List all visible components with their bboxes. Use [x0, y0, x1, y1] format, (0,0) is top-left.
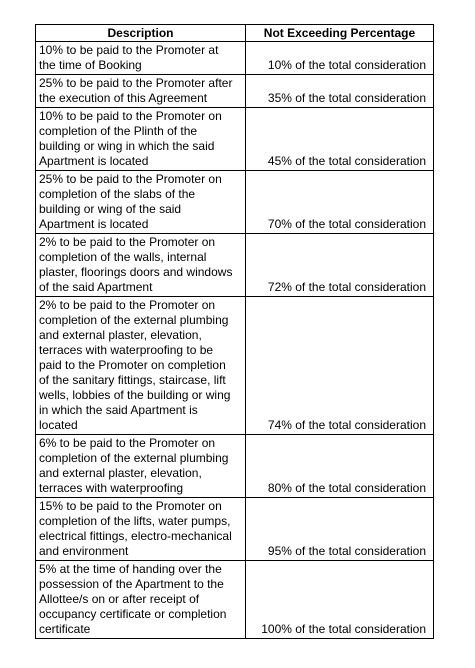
- percentage-cell: 10% of the total consideration: [246, 42, 434, 75]
- table-row: [36, 234, 434, 297]
- payment-schedule-table: [35, 24, 434, 639]
- description-cell: 2% to be paid to the Promoter on completion of the walls, internal plaster, floorings doors and windows of the said Apartment: [36, 234, 246, 297]
- description-cell: 25% to be paid to the Promoter after the execution of this Agreement: [36, 75, 246, 108]
- table-row: [36, 435, 434, 498]
- percentage-cell: 45% of the total consideration: [246, 108, 434, 171]
- description-header: Description: [36, 25, 246, 42]
- percentage-header: Not Exceeding Percentage: [246, 25, 434, 42]
- table-row: [36, 297, 434, 435]
- table-row: [36, 561, 434, 639]
- table-row: [36, 42, 434, 75]
- description-cell: 25% to be paid to the Promoter on completion of the slabs of the building or wing of the said Apartment is located: [36, 171, 246, 234]
- table-header: [36, 25, 434, 42]
- description-cell: 5% at the time of handing over the possession of the Apartment to the Allottee/s on or after receipt of occupancy certificate or completion certificate: [36, 561, 246, 639]
- percentage-cell: 95% of the total consideration: [246, 498, 434, 561]
- table-row: [36, 171, 434, 234]
- header-row: [36, 25, 434, 42]
- percentage-cell: 80% of the total consideration: [246, 435, 434, 498]
- description-cell: 6% to be paid to the Promoter on completion of the external plumbing and external plaster, elevation, terraces with waterproofing: [36, 435, 246, 498]
- percentage-cell: 72% of the total consideration: [246, 234, 434, 297]
- description-cell: 2% to be paid to the Promoter on completion of the external plumbing and external plaster, elevation, terraces with waterproofing to be paid to the Promoter on completion of the sanitary fittings, staircase, lift wells, lobbies of the building or wing in which the said Apartment is located: [36, 297, 246, 435]
- description-cell: 15% to be paid to the Promoter on completion of the lifts, water pumps, electrical fittings, electro-mechanical and environment: [36, 498, 246, 561]
- description-cell: 10% to be paid to the Promoter at the time of Booking: [36, 42, 246, 75]
- table-row: [36, 75, 434, 108]
- percentage-cell: 35% of the total consideration: [246, 75, 434, 108]
- percentage-cell: 100% of the total consideration: [246, 561, 434, 639]
- percentage-cell: 70% of the total consideration: [246, 171, 434, 234]
- table-body: [36, 42, 434, 639]
- percentage-cell: 74% of the total consideration: [246, 297, 434, 435]
- table-row: [36, 498, 434, 561]
- table-row: [36, 108, 434, 171]
- description-cell: 10% to be paid to the Promoter on completion of the Plinth of the building or wing in which the said Apartment is located: [36, 108, 246, 171]
